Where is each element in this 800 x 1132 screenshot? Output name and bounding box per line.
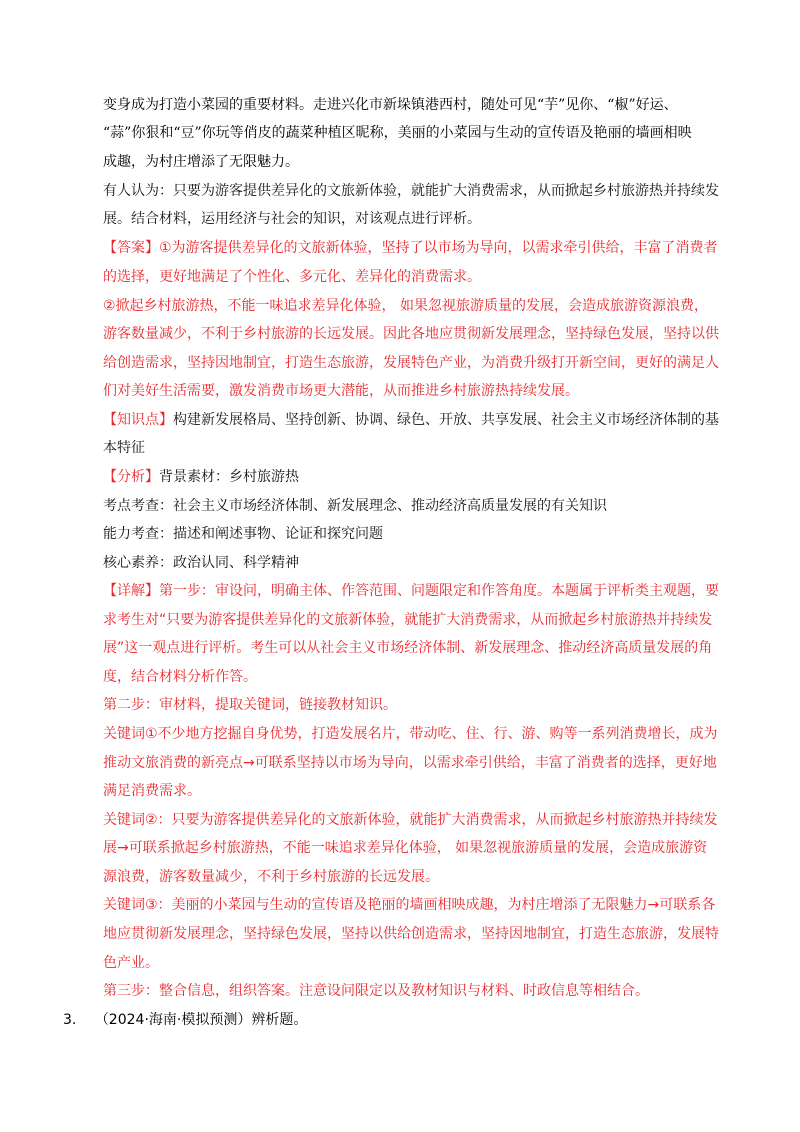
knowledge-line-2: 本特征	[103, 440, 145, 456]
detail-line-13: 地应贯彻新发展理念，坚持绿色发展，坚持以供给创造需求，坚持因地制宜，打造生态旅游，发展特	[103, 926, 719, 942]
detail-line-5: 第二步：审材料，提取关键词，链接教材知识。	[103, 697, 397, 713]
detail-line-8: 满足消费需求。	[103, 783, 201, 799]
material-line-1: 变身成为打造小菜园的重要材料。走进兴化市新垛镇港西村，随处可见“芋”见你、“椒”好运、	[103, 97, 678, 113]
detail-line-3: 展”这一观点进行评析。考生可以从社会主义市场经济体制、新发展理念、推动经济高质量发展的角	[103, 640, 713, 656]
analysis-text: 背景素材：乡村旅游热	[159, 469, 299, 485]
answer-text-1: ①为游客提供差异化的文旅新体验，坚持了以市场为导向，以需求牵引供给，丰富了消费者	[159, 240, 718, 256]
knowledge-tag: 【知识点】	[103, 412, 173, 428]
detail-line-4: 度，结合材料分析作答。	[103, 669, 257, 685]
next-question	[63, 1011, 307, 1029]
question-number: 3.	[63, 1012, 77, 1028]
detail-line-6: 关键词①不少地方挖掘自身优势，打造发展名片，带动吃、住、行、游、购等一系列消费增长，成为	[103, 726, 718, 742]
answer-line-5: 给创造需求，坚持因地制宜，打造生态旅游，发展特色产业，为消费升级打开新空间，更好的满足人	[103, 355, 719, 371]
question-line-1: 有人认为：只要为游客提供差异化的文旅新体验，就能扩大消费需求，从而掀起乡村旅游热并持续发	[103, 183, 719, 199]
answer-line-1	[103, 239, 718, 257]
answer-line-6: 们对美好生活需要，激发消费市场更大潜能，从而推进乡村旅游热持续发展。	[103, 383, 579, 399]
answer-line-4: 游客数量减少，不利于乡村旅游的长远发展。因此各地应贯彻新发展理念，坚持绿色发展，坚持以供	[103, 326, 719, 342]
material-line-2: “蒜”你狠和“豆”你玩等俏皮的蔬菜种植区昵称，美丽的小菜园与生动的宣传语及艳丽的墙画相映	[103, 125, 692, 141]
knowledge-text-1: 构建新发展格局、坚持创新、协调、绿色、开放、共享发展、社会主义市场经济体制的基	[173, 412, 719, 428]
answer-line-3: ②掀起乡村旅游热，不能一味追求差异化体验， 如果忽视旅游质量的发展，会造成旅游资源浪费，	[103, 298, 708, 314]
question-heading: （2024·海南·模拟预测）辨析题。	[94, 1012, 308, 1028]
detail-line-1	[103, 582, 719, 600]
analysis-tag: 【分析】	[103, 469, 159, 485]
question-line-2: 展。结合材料，运用经济与社会的知识，对该观点进行评析。	[103, 211, 481, 227]
detail-line-11: 源浪费，游客数量减少，不利于乡村旅游的长远发展。	[103, 869, 439, 885]
detail-line-10: 展→可联系掀起乡村旅游热，不能一味追求差异化体验， 如果忽视旅游质量的发展，会造成旅游资	[103, 840, 708, 856]
detail-tag: 【详解】	[103, 583, 159, 599]
analysis-line-3: 能力考查：描述和阐述事物、论证和探究问题	[103, 526, 383, 542]
detail-text-1: 第一步：审设问，明确主体、作答范围、问题限定和作答角度。本题属于评析类主观题，要	[159, 583, 719, 599]
detail-line-7: 推动文旅消费的新亮点→可联系坚持以市场为导向，以需求牵引供给，丰富了消费者的选择，更好地	[103, 755, 717, 771]
analysis-line-2: 考点考查：社会主义市场经济体制、新发展理念、推动经济高质量发展的有关知识	[103, 498, 607, 514]
answer-tag: 【答案】	[103, 240, 159, 256]
material-line-3: 成趣，为村庄增添了无限魅力。	[103, 154, 299, 170]
detail-line-12: 关键词③：美丽的小菜园与生动的宣传语及艳丽的墙画相映成趣，为村庄增添了无限魅力→可联系各	[103, 897, 716, 913]
detail-line-14: 色产业。	[103, 955, 159, 971]
analysis-line-1	[103, 468, 299, 486]
detail-line-15: 第三步：整合信息，组织答案。注意设问限定以及教材知识与材料、时政信息等相结合。	[103, 983, 649, 999]
answer-line-2: 的选择，更好地满足了个性化、多元化、差异化的消费需求。	[103, 269, 481, 285]
detail-line-2: 求考生对“只要为游客提供差异化的文旅新体验，就能扩大消费需求，从而掀起乡村旅游热并持续发	[103, 612, 713, 628]
analysis-line-4: 核心素养：政治认同、科学精神	[103, 555, 299, 571]
detail-line-9: 关键词②：只要为游客提供差异化的文旅新体验，就能扩大消费需求，从而掀起乡村旅游热并持续发	[103, 812, 718, 828]
knowledge-line-1	[103, 411, 719, 429]
